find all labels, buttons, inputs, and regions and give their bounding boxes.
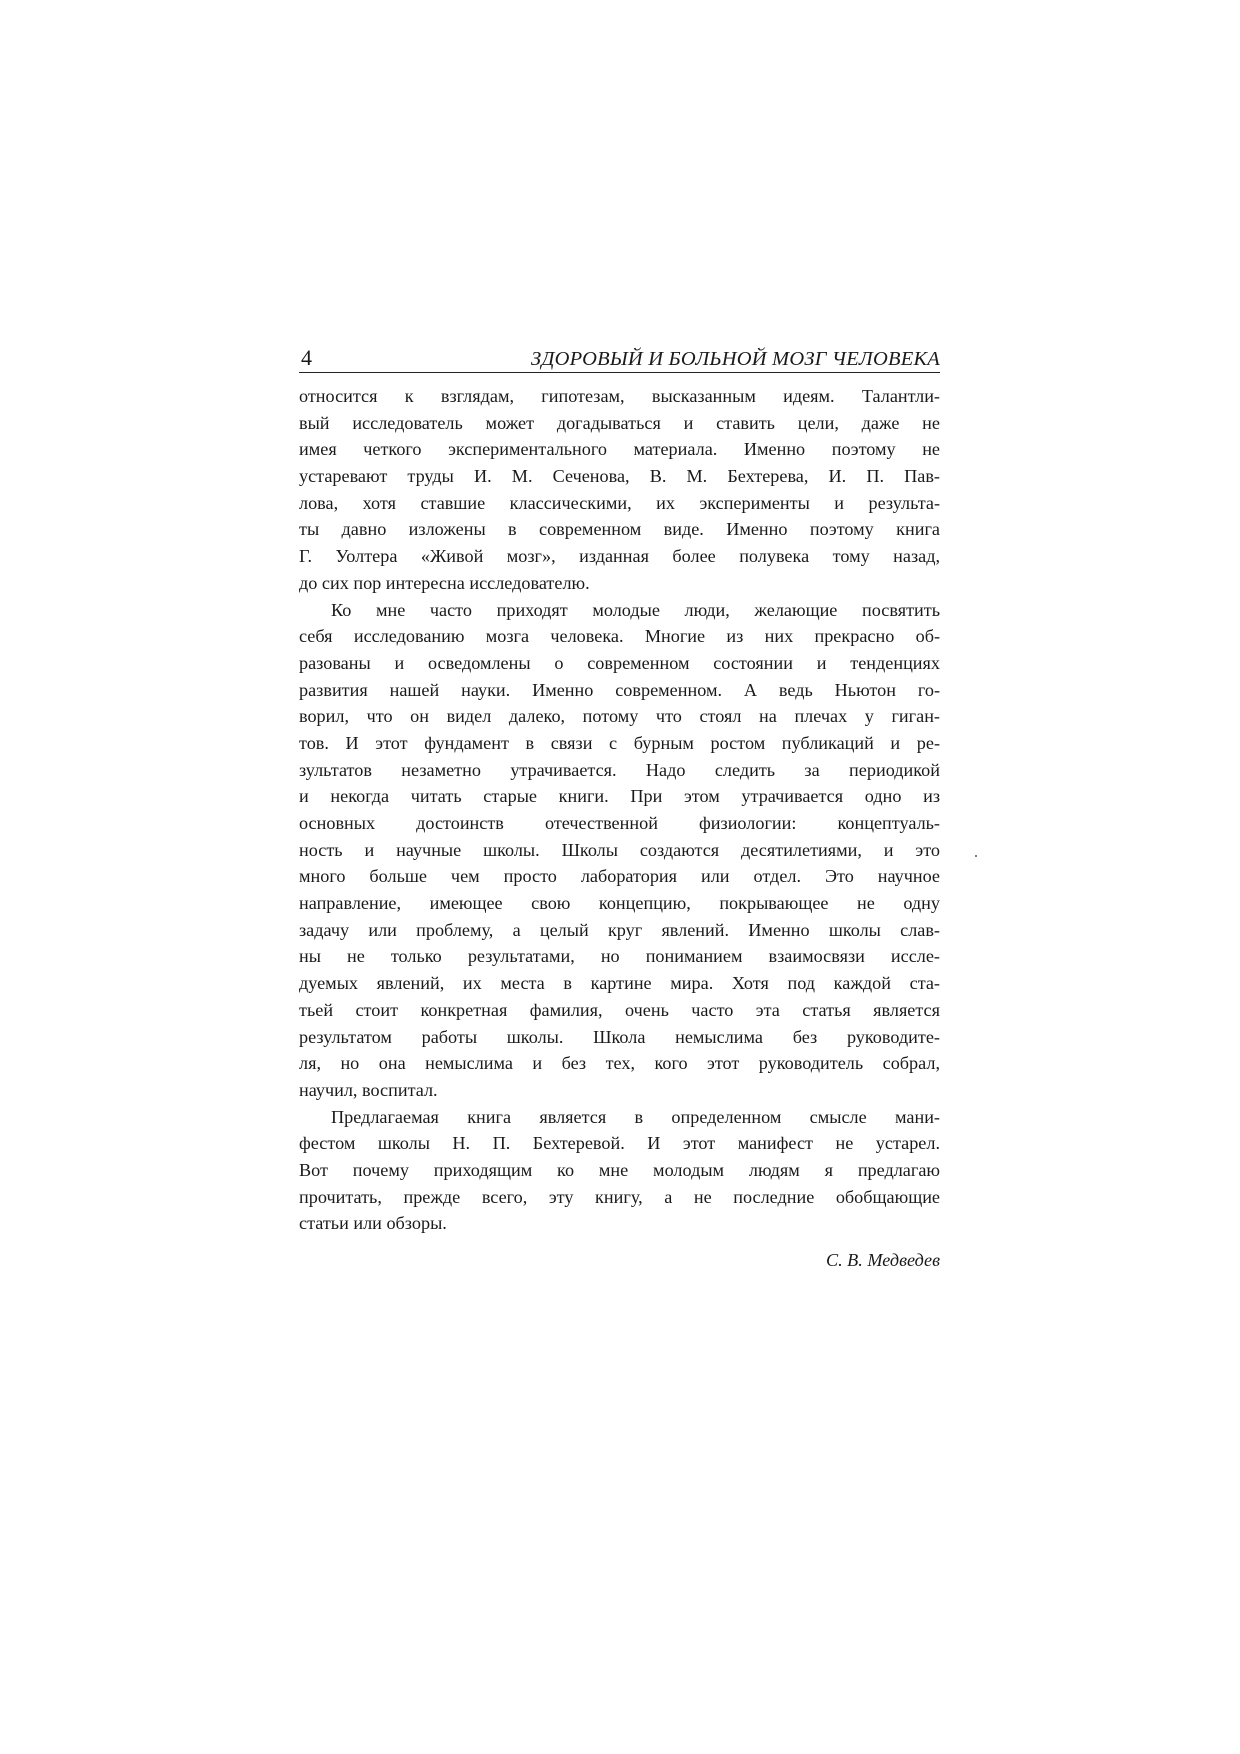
text-line: тьей стоит конкретная фамилия, очень часто эта статья является [299,999,940,1020]
text-line: задачу или проблему, а целый круг явлений. Именно школы слав- [299,919,940,940]
text-line: лова, хотя ставшие классическими, их эксперименты и результа- [299,492,940,513]
text-line: ны не только результатами, но пониманием взаимосвязи иссле- [299,946,940,967]
text-line: разованы и осведомлены о современном состоянии и тенденциях [299,652,940,673]
text-line: прочитать, прежде всего, эту книгу, а не последние обобщающие [299,1186,940,1207]
text-line: ля, но она немыслима и без тех, кого этот руководитель собрал, [299,1053,940,1074]
text-line: Вот почему приходящим ко мне молодым людям я предлагаю [299,1159,940,1180]
paragraph [299,1104,940,1237]
text-line: статьи или обзоры. [299,1213,447,1234]
text-line: основных достоинств отечественной физиологии: концептуаль- [299,813,940,833]
text-line: себя исследованию мозга человека. Многие из них прекрасно об- [299,626,940,647]
running-title: ЗДОРОВЫЙ И БОЛЬНОЙ МОЗГ ЧЕЛОВЕКА [531,347,940,370]
text-line: и некогда читать старые книги. При этом утрачивается одно из [299,786,940,807]
text-line: направление, имеющее свою концепцию, покрывающее не одну [299,893,940,914]
author-signature: С. В. Медведев [825,1250,940,1270]
text-line: ты давно изложены в современном виде. Именно поэтому книга [299,519,940,540]
print-speck [975,855,977,857]
text-line: до сих пор интересна исследователю. [299,572,590,593]
body-text [299,383,940,1237]
text-line: относится к взглядам, гипотезам, высказанным идеям. Талантли- [299,386,940,406]
text-line: развития нашей науки. Именно современном. А ведь Ньютон го- [299,679,940,700]
book-page [299,340,940,1274]
text-line: фестом школы Н. П. Бехтеревой. И этот манифест не устарел. [299,1133,940,1154]
text-line: Ко мне часто приходят молодые люди, желающие посвятить [331,599,940,620]
text-line: ность и научные школы. Школы создаются десятилетиями, и это [299,839,940,860]
text-line: тов. И этот фундамент в связи с бурным ростом публикаций и ре- [299,732,940,753]
text-line: устаревают труды И. М. Сеченова, В. М. Бехтерева, И. П. Пав- [299,466,940,487]
text-line: вый исследователь может догадываться и ставить цели, даже не [299,412,940,433]
text-line: Г. Уолтера «Живой мозг», изданная более полувека тому назад, [299,546,940,567]
text-line: дуемых явлений, их места в картине мира. Хотя под каждой ста- [299,973,940,994]
text-line: зультатов незаметно утрачивается. Надо следить за периодикой [299,759,940,780]
text-line: много больше чем просто лаборатория или отдел. Это научное [299,866,940,887]
text-line: имея четкого экспериментального материала. Именно поэтому не [299,439,940,460]
text-line: научил, воспитал. [299,1079,438,1100]
page-number: 4 [301,345,312,370]
text-line: результатом работы школы. Школа немыслима без руководите- [299,1026,940,1047]
running-head [299,340,940,373]
paragraph [299,597,940,1104]
text-line: ворил, что он видел далеко, потому что стоял на плечах у гиган- [299,706,940,727]
paragraph [299,383,940,597]
text-line: Предлагаемая книга является в определенном смысле мани- [331,1106,940,1127]
